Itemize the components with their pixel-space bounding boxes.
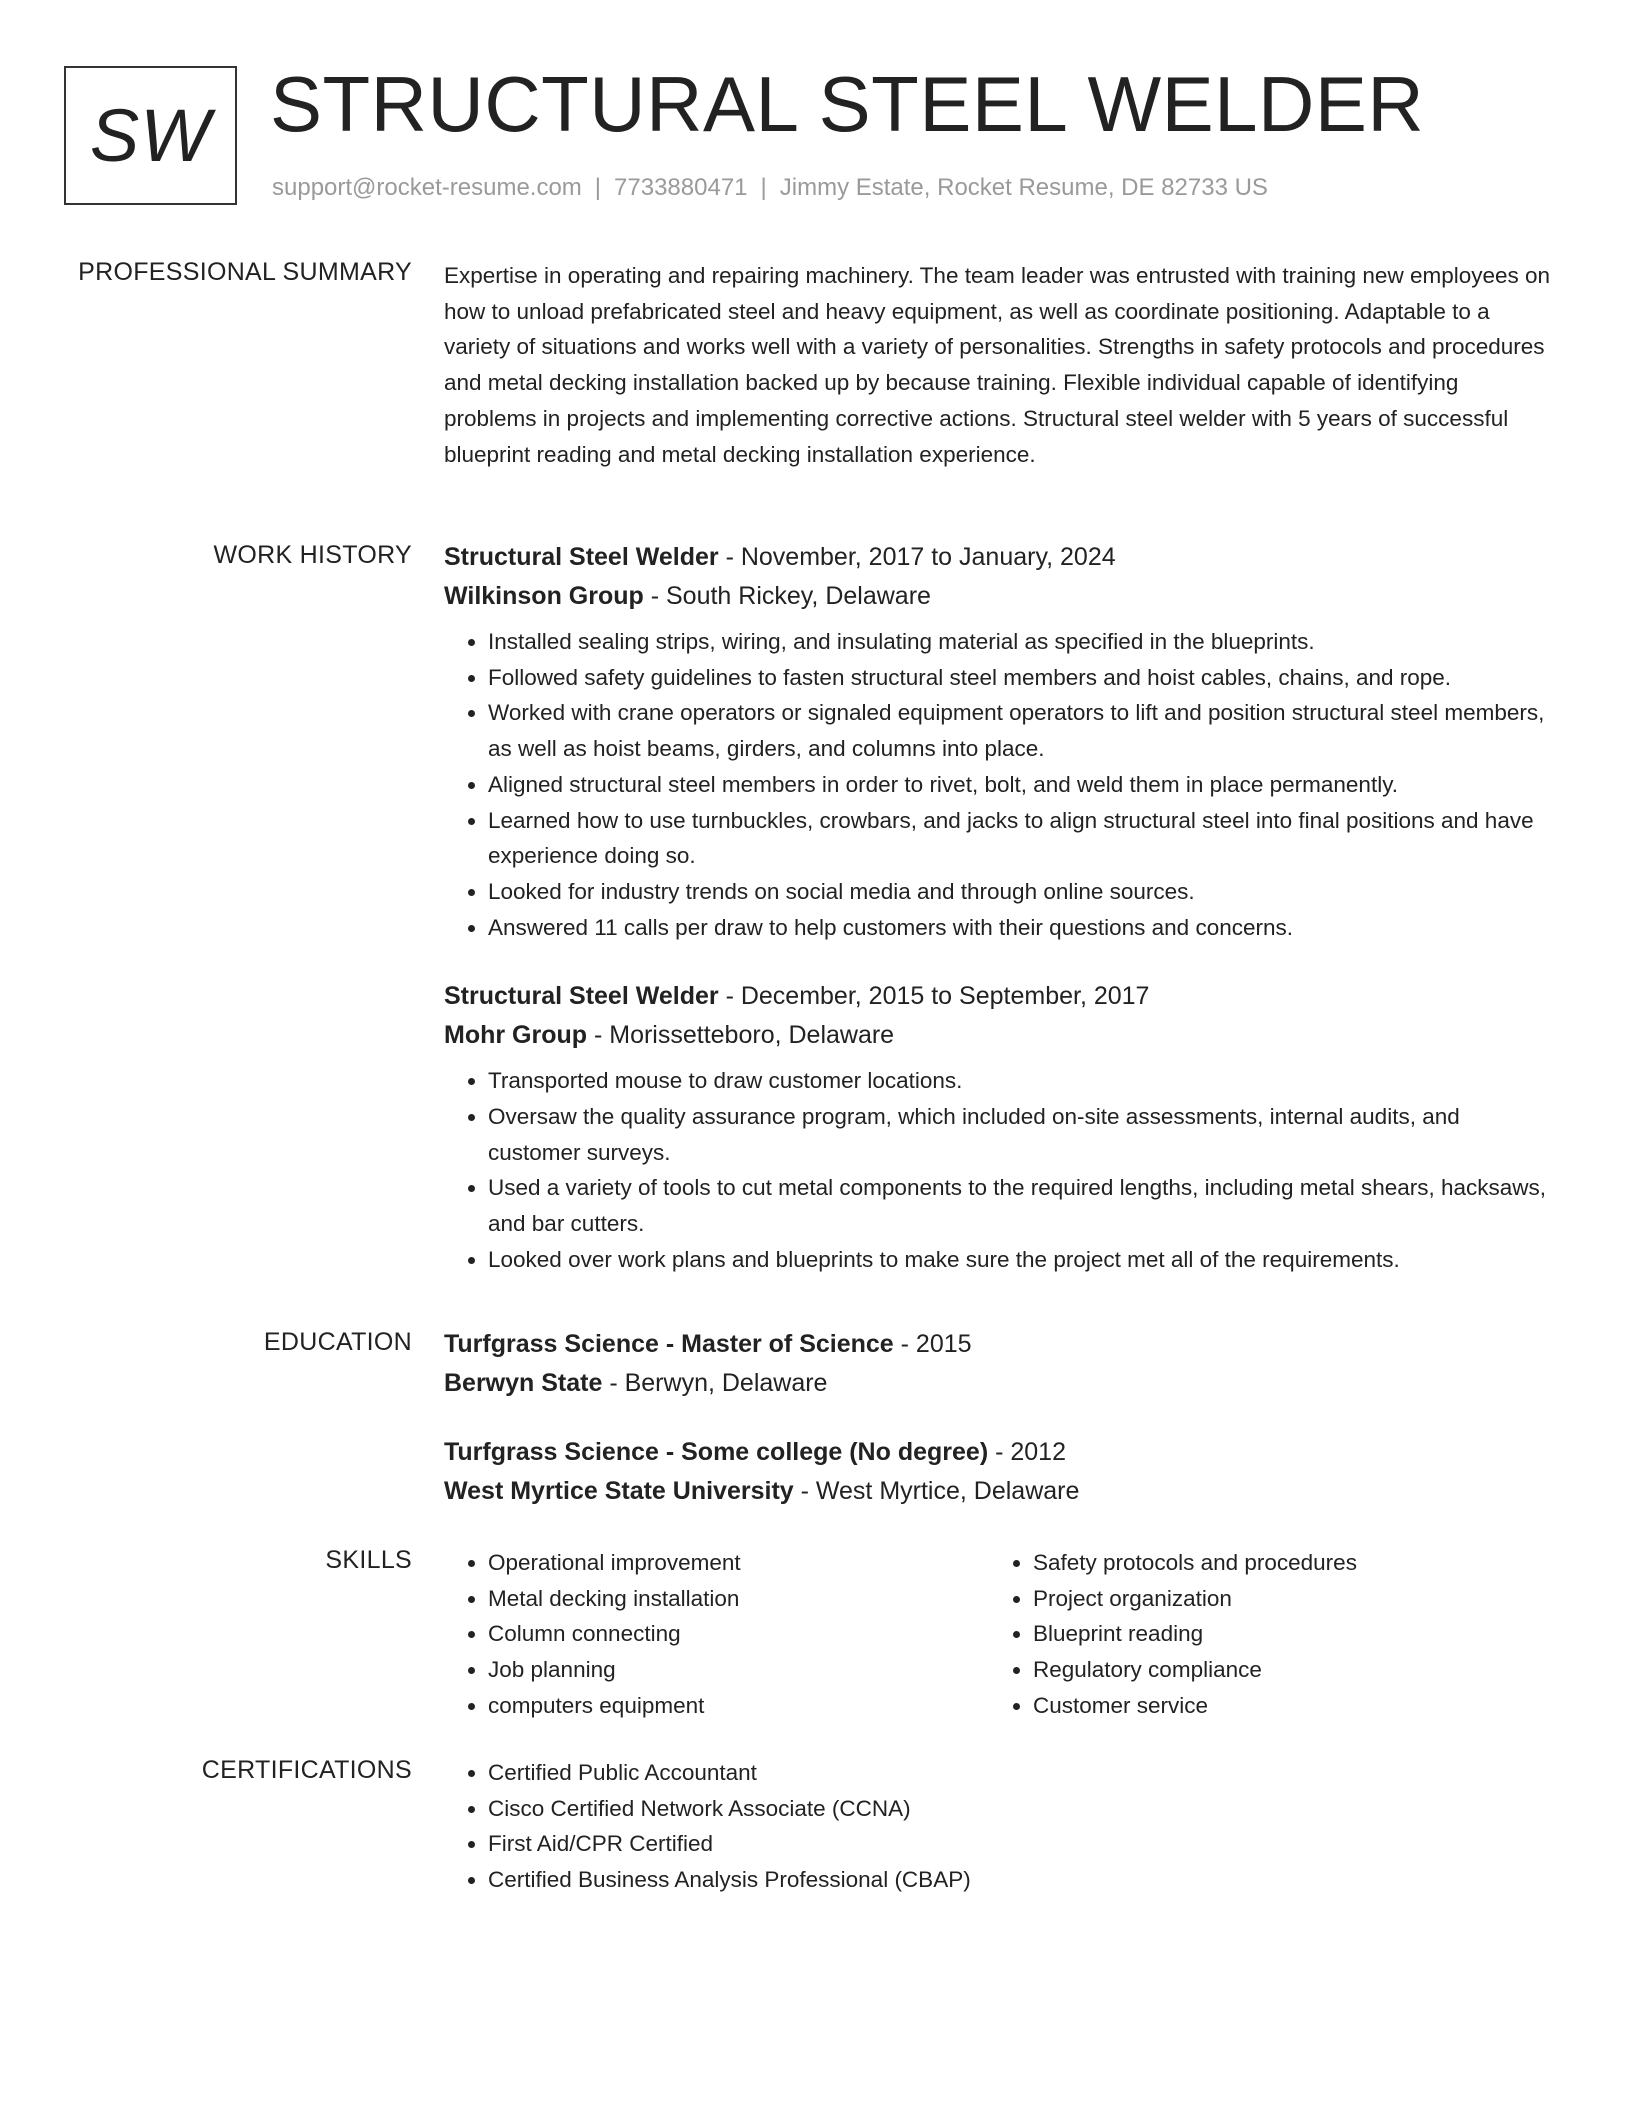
certifications-body	[444, 1755, 1554, 1898]
skills-column-right	[989, 1545, 1534, 1724]
education-school-line	[444, 1364, 1554, 1403]
work-history-body	[444, 538, 1554, 1278]
job-company-line	[444, 1016, 1554, 1055]
summary-body	[444, 258, 1554, 472]
education-degree: Turfgrass Science - Master of Science	[444, 1330, 894, 1358]
certification-item: • Certified Business Analysis Professional (CBAP)	[488, 1862, 1554, 1898]
job-company: Mohr Group	[444, 1021, 588, 1050]
skills-body	[444, 1545, 1554, 1724]
skill-item: • Project organization	[1033, 1581, 1534, 1617]
education-year: - 2012	[988, 1438, 1066, 1466]
skill-item: • Regulatory compliance	[1033, 1652, 1534, 1688]
contact-address: Jimmy Estate, Rocket Resume, DE 82733 US	[779, 174, 1268, 201]
job-company-line	[444, 577, 1554, 616]
certifications-list	[444, 1755, 1554, 1898]
job-dates: - December, 2015 to September, 2017	[718, 982, 1150, 1011]
education-school-line	[444, 1472, 1554, 1511]
section-label-summary: PROFESSIONAL SUMMARY	[78, 258, 412, 286]
job-title: Structural Steel Welder	[444, 982, 719, 1011]
job-title: Structural Steel Welder	[444, 543, 719, 571]
candidate-name: STRUCTURAL STEEL WELDER	[270, 60, 1425, 148]
skill-item: • Column connecting	[488, 1616, 989, 1652]
skills-list	[444, 1545, 989, 1724]
skill-item: • Customer service	[1033, 1688, 1534, 1724]
job-bullet: • Worked with crane operators or signaled equipment operators to lift and position structural steel members, as well as hoist beams, girders, and columns into place.	[488, 695, 1554, 766]
section-label-education: EDUCATION	[263, 1328, 412, 1356]
education-location: - West Myrtice, Delaware	[793, 1477, 1080, 1505]
education-year: - 2015	[893, 1330, 972, 1358]
certification-item: • Certified Public Accountant	[488, 1755, 1554, 1791]
skills-grid	[444, 1545, 1554, 1724]
job-bullets	[444, 1063, 1554, 1277]
job-entry	[444, 977, 1554, 1277]
education-body	[444, 1325, 1554, 1511]
job-bullet: • Oversaw the quality assurance program, which included on-site assessments, internal audits, and customer surveys.	[488, 1099, 1554, 1170]
contact-separator: |	[594, 174, 602, 201]
job-dates: - November, 2017 to January, 2024	[718, 543, 1116, 571]
education-school: West Myrtice State University	[444, 1477, 794, 1505]
skill-item: • Metal decking installation	[488, 1581, 989, 1617]
education-degree-line	[444, 1325, 1554, 1364]
contact-separator: |	[760, 174, 767, 201]
skill-item: • Job planning	[488, 1652, 989, 1688]
skill-item: • Blueprint reading	[1033, 1616, 1534, 1652]
job-bullet: • Looked over work plans and blueprints to make sure the project met all of the requirements.	[488, 1242, 1554, 1278]
job-bullet: • Used a variety of tools to cut metal components to the required lengths, including metal shears, hacksaws, and bar cutters.	[488, 1170, 1554, 1241]
education-degree: Turfgrass Science - Some college (No degree)	[444, 1438, 989, 1466]
job-bullets	[444, 624, 1554, 945]
education-location: - Berwyn, Delaware	[602, 1369, 828, 1397]
certification-item: • Cisco Certified Network Associate (CCNA)	[488, 1791, 1554, 1827]
section-label-work-history: WORK HISTORY	[213, 541, 412, 569]
job-bullet: • Looked for industry trends on social media and through online sources.	[488, 874, 1554, 910]
job-location: - Morissetteboro, Delaware	[587, 1021, 895, 1050]
summary-text: Expertise in operating and repairing machinery. The team leader was entrusted with training new employees on how to unload prefabricated steel and heavy equipment, as well as coordinate positioning. Adaptable to a variety of situations and works well with a variety of personalities. Strengths in safety protocols and procedures and metal decking installation backed up by because training. Flexible individual capable of identifying problems in projects and implementing corrective actions. Structural steel welder with 5 years of successful blueprint reading and metal decking installation experience.	[444, 263, 1551, 467]
job-company: Wilkinson Group	[444, 582, 644, 610]
skill-item: • Operational improvement	[488, 1545, 989, 1581]
skills-column-left	[444, 1545, 989, 1724]
job-bullet: • Answered 11 calls per draw to help customers with their questions and concerns.	[488, 910, 1554, 946]
section-label-certifications: CERTIFICATIONS	[201, 1756, 412, 1784]
job-title-line	[444, 538, 1554, 577]
job-entry	[444, 538, 1554, 945]
education-entry	[444, 1433, 1554, 1511]
section-label-skills: SKILLS	[325, 1546, 412, 1574]
contact-line	[272, 174, 1268, 202]
job-bullet: • Aligned structural steel members in order to rivet, bolt, and weld them in place permanently.	[488, 767, 1554, 803]
monogram-logo: SW	[64, 66, 237, 205]
job-bullet: • Installed sealing strips, wiring, and insulating material as specified in the blueprints.	[488, 624, 1554, 660]
resume-header	[64, 60, 1564, 216]
education-degree-line	[444, 1433, 1554, 1472]
skill-item: • computers equipment	[488, 1688, 989, 1724]
job-bullet: • Transported mouse to draw customer locations.	[488, 1063, 1554, 1099]
education-entry	[444, 1325, 1554, 1403]
job-title-line	[444, 977, 1554, 1016]
skills-list	[989, 1545, 1534, 1724]
contact-phone: 7733880471	[614, 174, 748, 201]
education-school: Berwyn State	[444, 1369, 603, 1397]
certification-item: • First Aid/CPR Certified	[488, 1826, 1554, 1862]
skill-item: • Safety protocols and procedures	[1033, 1545, 1534, 1581]
contact-email: support@rocket-resume.com	[272, 174, 582, 201]
job-location: - South Rickey, Delaware	[643, 582, 931, 610]
job-bullet: • Learned how to use turnbuckles, crowbars, and jacks to align structural steel into final positions and have experience doing so.	[488, 803, 1554, 874]
job-bullet: • Followed safety guidelines to fasten structural steel members and hoist cables, chains, and rope.	[488, 660, 1554, 696]
